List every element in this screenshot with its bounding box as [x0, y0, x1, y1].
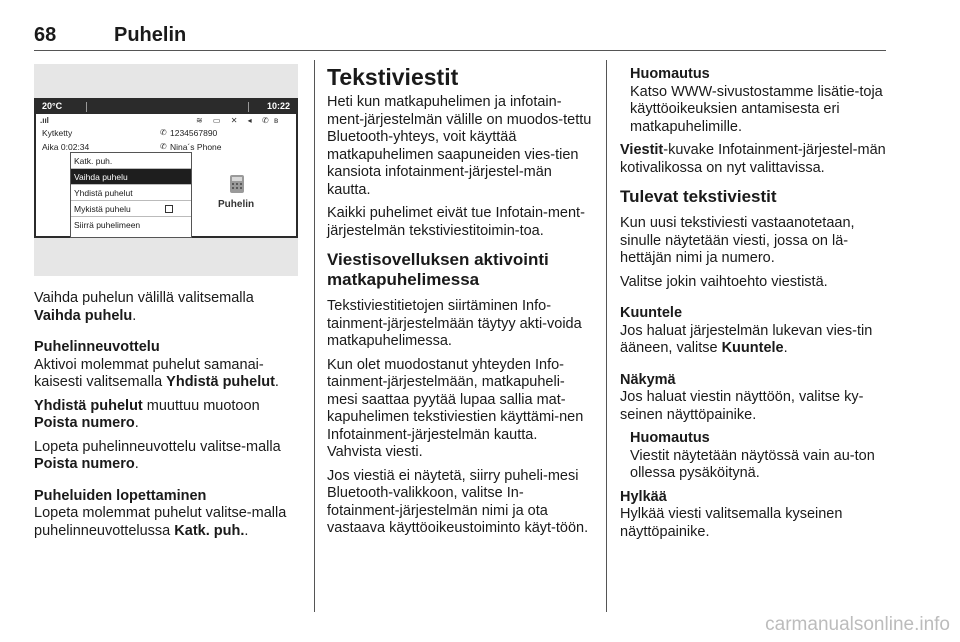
bluetooth-icon: ʙ [274, 116, 279, 125]
call-number: 1234567890 [170, 128, 218, 138]
paragraph: Hylkää viesti valitsemalla kyseinen näyttöpainike. [620, 506, 843, 540]
status-bar [36, 100, 296, 114]
subsection-heading: Tulevat tekstiviestit [620, 187, 777, 206]
note [620, 66, 886, 136]
menu-item-mute-call[interactable] [71, 201, 191, 217]
checkbox-icon [165, 205, 173, 213]
ui-term: Poista numero [34, 456, 135, 472]
ui-term: Vaihda puhelu [34, 307, 133, 324]
ui-term: Yhdistä puhelut [166, 374, 275, 390]
paragraph [34, 505, 300, 540]
ui-term: Katk. puh. [174, 522, 245, 539]
menu-item-end-call[interactable]: Katk. puh. [71, 153, 191, 169]
column-divider-1 [314, 60, 315, 612]
paragraph [34, 398, 300, 433]
column-1 [34, 290, 300, 546]
temperature: 20°C [42, 101, 63, 111]
watermark: carmanualsonline.info [765, 614, 950, 635]
paragraph: Jos haluat viestin näyttöön, valitse ky-seinen näyttöpainike. [620, 389, 864, 423]
signal-strength-icon: .ııl [40, 116, 49, 125]
status-separator [248, 102, 249, 112]
menu-item-transfer-to-phone[interactable]: Siirrä puhelimeen [74, 220, 141, 230]
call-time: Aika 0:02:34 [42, 142, 90, 152]
section-heading: Tekstiviestit [327, 64, 459, 90]
page-header [34, 24, 886, 51]
status-icons: ≋ ▭ ✕ ◂ [196, 116, 256, 125]
ui-term: Viestit [620, 142, 664, 158]
phone-app-icon [228, 174, 246, 194]
text: . [134, 415, 139, 431]
menu-item-switch-call[interactable]: Vaihda puhelu [71, 169, 191, 185]
text: muuttuu muotoon [142, 397, 260, 414]
paragraph [620, 323, 886, 358]
column-divider-2 [606, 60, 607, 612]
clock: 10:22 [266, 101, 290, 111]
text: Lopeta puhelinneuvottelu valitse-malla [34, 438, 281, 455]
text: Jos haluat järjestelmän lukevan vies-tin ääneen, valitse [620, 322, 873, 356]
paragraph: Jos viestiä ei näytetä, siirry puheli-mesi Bluetooth-valikkoon, valitse In-fotainment-järjestelmän nimi ja ota vastaava käyttöoikeustoiminto käyt-töön. [327, 467, 589, 536]
device-icon: ✆ [160, 142, 167, 151]
paragraph [34, 357, 300, 392]
text: -kuvake Infotainment-järjestel-män kotivalikossa on nyt valittavissa. [620, 142, 886, 176]
ui-term: Yhdistä puhelut [34, 397, 143, 414]
text: Vaihda puhelun välillä valitsemalla [34, 290, 254, 306]
ui-term: Poista numero [34, 415, 135, 431]
text: Aktivoi molemmat puhelut samanai-kaisesti valitsemalla [34, 356, 264, 390]
text: . [783, 340, 788, 356]
menu-item-label: Mykistä puhelu [74, 204, 131, 214]
page-number: 68 [34, 24, 57, 46]
phone-app-label: Puhelin [218, 199, 255, 210]
paragraph: Valitse jokin vaihtoehto viestistä. [620, 273, 828, 290]
subheading: Kuuntele [620, 305, 683, 321]
screen-figure [34, 64, 298, 276]
page-title: Puhelin [114, 24, 187, 46]
paragraph: Kun uusi tekstiviesti vastaanotetaan, sinulle näytetään viesti, jossa on lä-hettäjän nimi ja numero. [620, 215, 855, 266]
paragraph: Tekstiviestitietojen siirtäminen Info-tainment-järjestelmään täytyy akti-voida matkapuhelimessa. [327, 298, 582, 349]
menu-item-merge-calls[interactable]: Yhdistä puhelut [71, 185, 191, 201]
paragraph: Kaikki puhelimet eivät tue Infotain-ment-järjestelmän tekstiviestitoimin-toa. [327, 205, 585, 239]
subheading: Näkymä [620, 371, 676, 388]
note-text: Viestit näytetään näytössä vain au-ton ollessa pysäköitynä. [630, 447, 875, 481]
call-status: Kytketty [42, 128, 73, 138]
column-3 [620, 66, 886, 547]
note-title: Huomautus [630, 66, 710, 82]
note-text: Katso WWW-sivustostamme lisätie-toja käyttöoikeuksien antamisesta eri matkapuhelimille. [630, 83, 883, 135]
text: . [244, 522, 249, 539]
text: . [274, 374, 279, 390]
paragraph: Kun olet muodostanut yhteyden Info-tainment-järjestelmään, matkapuheli-mesi saattaa pyytää lupaa sallia mat-kapuhelimen tekstiviestien käyttämi-nen Infotainment-järjestelmän kautta. Vahvista viesti. [327, 356, 584, 460]
subheading: Puheluiden lopettaminen [34, 487, 207, 504]
paragraph [34, 290, 300, 325]
call-number-icon: ✆ [160, 128, 167, 137]
paragraph [620, 142, 886, 177]
column-2 [327, 64, 595, 544]
text: . [132, 307, 137, 324]
device-name: Nina´s Phone [170, 142, 222, 152]
status-separator [86, 102, 87, 112]
text: Lopeta molemmat puhelut valitse-malla puhelinneuvottelussa [34, 505, 287, 539]
subsection-heading: Viestisovelluksen aktivointi matkapuhelimessa [327, 250, 549, 289]
note [620, 430, 886, 483]
paragraph [34, 439, 300, 474]
phone-icon: ✆ [262, 116, 269, 125]
text: . [134, 456, 139, 472]
ui-term: Kuuntele [721, 340, 784, 356]
note-title: Huomautus [630, 430, 710, 446]
call-menu [70, 152, 192, 238]
paragraph: Heti kun matkapuhelimen ja infotain-ment-järjestelmän välille on muodos-tettu Bluetooth-yhteys, voit käyttää matkapuhelimen saapuneiden vies-tien kansiota infotainment-järjestel-män kautta. [327, 94, 592, 198]
subheading: Puhelinneuvottelu [34, 339, 160, 355]
infotainment-screen [34, 98, 298, 238]
subheading: Hylkää [620, 488, 667, 505]
